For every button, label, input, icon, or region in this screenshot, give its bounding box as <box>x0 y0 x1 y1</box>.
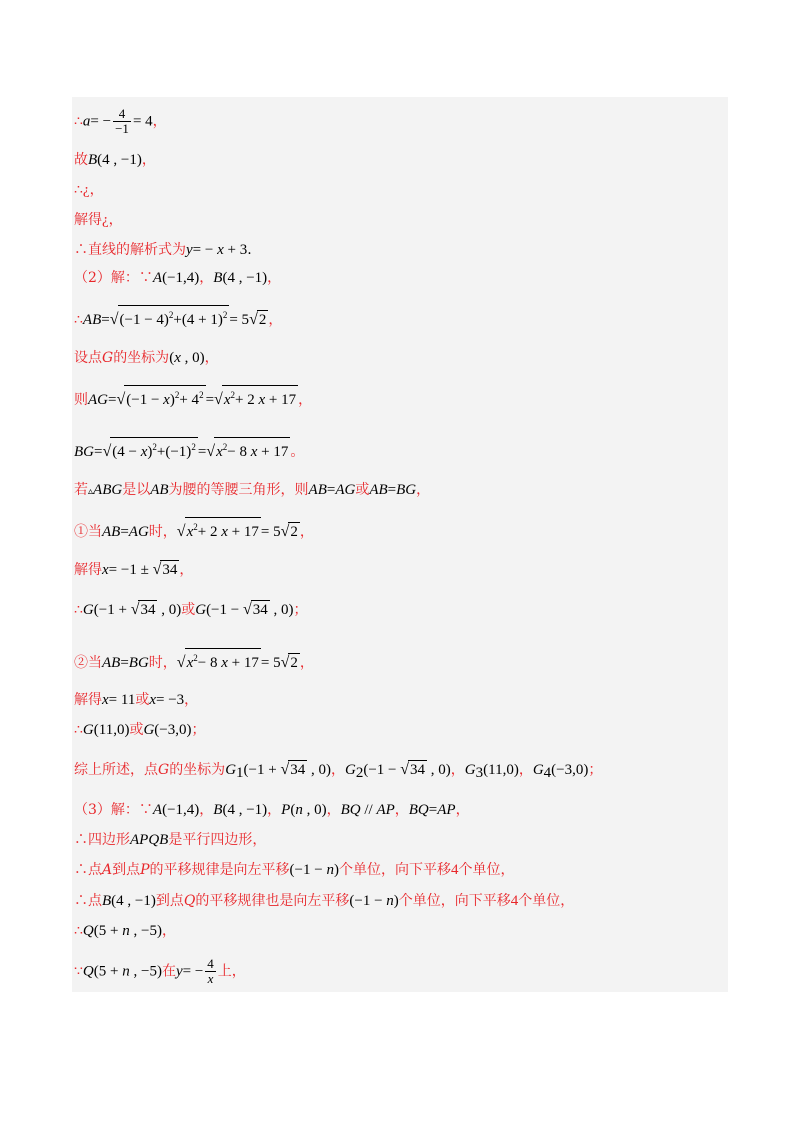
punct: ， <box>199 270 214 286</box>
coords: (−1,4) <box>162 802 200 818</box>
text: 时， <box>148 524 177 540</box>
math: , 0) <box>157 602 182 618</box>
text: 个单位，向下平移 <box>398 893 511 909</box>
point-G1: G <box>225 762 237 778</box>
exponent: 2 <box>191 442 196 452</box>
line-12 <box>74 517 314 543</box>
coords: (4 , −1) <box>97 152 142 168</box>
text: 设点 <box>74 350 102 366</box>
text: ∴点 <box>74 862 102 878</box>
point-G: G <box>195 602 207 618</box>
math: = 5 <box>260 524 281 540</box>
text: ∴点 <box>74 893 102 909</box>
subscript: 3 <box>475 765 484 781</box>
math: , 0) <box>427 762 451 778</box>
subscript: 2 <box>355 765 364 781</box>
line-18 <box>74 757 602 783</box>
var-x: x <box>149 692 156 708</box>
exponent: 2 <box>222 310 228 320</box>
line-17 <box>74 717 206 743</box>
therefore-symbol: ∴ <box>74 312 83 328</box>
text: 若 <box>74 482 88 498</box>
triangle-icon: ▵ <box>88 486 94 497</box>
var-n: n <box>326 862 334 878</box>
segment-AB: AB <box>82 312 102 328</box>
line-1 <box>74 106 167 136</box>
math: + 17 <box>227 524 259 540</box>
punct: ， <box>184 692 199 708</box>
punct: ， <box>267 270 282 286</box>
radicand <box>185 648 261 672</box>
radicand <box>185 517 261 541</box>
punct: . <box>247 242 252 258</box>
therefore-symbol: ∴ <box>74 242 88 258</box>
coords: (11,0) <box>93 722 130 738</box>
point-P: P <box>140 862 150 878</box>
line-19 <box>74 797 470 823</box>
punct: ， <box>89 182 104 198</box>
math: , −5) <box>129 923 162 939</box>
equals: = <box>197 444 207 460</box>
point-Q: Q <box>82 963 94 980</box>
math: +(−1) <box>156 444 192 460</box>
punct: ， <box>204 350 219 366</box>
fraction-numerator: 4 <box>118 106 126 121</box>
line-8 <box>74 345 219 371</box>
text: 是以 <box>122 482 151 498</box>
segment-AB: AB <box>150 482 169 498</box>
line-6 <box>74 265 281 291</box>
radicand <box>118 305 230 329</box>
punct: ， <box>268 312 283 328</box>
math: , −5) <box>129 963 162 980</box>
radical-sign: √ <box>242 601 252 618</box>
math: (−1 + <box>93 602 131 618</box>
var-x: x <box>140 444 148 460</box>
because-symbol: ∵ <box>74 963 83 980</box>
equals: = <box>387 482 397 498</box>
punct: ， <box>416 482 431 498</box>
line-2 <box>74 147 156 173</box>
math: , 0) <box>307 762 331 778</box>
var-x: x <box>216 444 223 460</box>
var-x: x <box>250 444 258 460</box>
equals: = <box>120 524 129 540</box>
equals: = <box>101 312 110 328</box>
radical-sign: √ <box>102 443 112 460</box>
text: ②当 <box>74 655 102 671</box>
math: = −3 <box>156 692 185 708</box>
math: = −1 ± <box>108 562 153 578</box>
radicand: 34 <box>162 562 178 578</box>
punct: ， <box>179 562 194 578</box>
fraction <box>113 107 131 136</box>
var-x: x <box>221 655 228 671</box>
text: 或 <box>181 602 196 618</box>
fraction-denominator: x <box>205 971 216 986</box>
radical-sign: √ <box>280 654 290 671</box>
punct: ， <box>161 923 176 939</box>
because-symbol: ∵ <box>138 802 153 818</box>
segment-BG: BG <box>128 655 149 671</box>
text: 则 <box>74 392 88 408</box>
point-A: A <box>102 862 113 878</box>
point-Q: Q <box>82 923 94 939</box>
point-G: G <box>143 722 155 738</box>
segment-AB: AB <box>102 655 121 671</box>
text: 或 <box>135 692 150 708</box>
radical-sign: √ <box>280 761 290 778</box>
punct: ， <box>326 802 341 818</box>
punct: ， <box>299 524 314 540</box>
math: (−1 − <box>206 602 243 618</box>
fraction-numerator: 4 <box>207 956 214 971</box>
punct: ； <box>293 602 308 618</box>
because-symbol: ∵ <box>138 270 153 286</box>
math: = 11 <box>108 692 136 708</box>
var-x: x <box>102 692 109 708</box>
quad-APQB: APQB <box>130 832 169 848</box>
math: (5 + <box>93 923 123 939</box>
text: 的坐标为 <box>169 762 226 778</box>
line-10 <box>74 437 304 463</box>
math: = 5 <box>229 312 250 328</box>
var-n: n <box>122 963 130 980</box>
point-P: P <box>281 802 291 818</box>
var-x: x <box>186 524 194 540</box>
point-G4: G <box>532 762 544 778</box>
equals: = <box>108 392 117 408</box>
fraction <box>205 957 216 986</box>
math: +(4 + 1) <box>173 312 223 328</box>
coords: (4 , −1) <box>222 270 268 286</box>
radicand: 2 <box>290 524 298 540</box>
triangle-ABG: ABG <box>93 482 123 498</box>
therefore-symbol: ∴ <box>74 832 88 848</box>
var-x: x <box>217 242 224 258</box>
therefore-symbol: ∴ <box>74 722 83 738</box>
line-24 <box>74 956 246 986</box>
therefore-symbol: ∴ <box>74 923 83 939</box>
segment-AB: AB <box>369 482 388 498</box>
radical-sign: √ <box>152 561 162 578</box>
parallel-symbol: // <box>360 802 377 818</box>
line-23 <box>74 918 176 944</box>
exponent: 2 <box>222 442 228 452</box>
equals: = <box>205 392 215 408</box>
radical-sign: √ <box>280 523 290 540</box>
number: 4 <box>510 893 519 909</box>
var-a: a <box>82 113 91 130</box>
text: 时， <box>148 655 177 671</box>
segment-BG: BG <box>396 482 417 498</box>
text: 的平移规律是向左平移 <box>149 862 290 878</box>
point-A: A <box>152 270 163 286</box>
part-label: （2）解： <box>74 270 139 286</box>
text: 或 <box>129 722 144 738</box>
line-22 <box>74 888 574 914</box>
text: 解得 <box>74 692 102 708</box>
point-B: B <box>213 270 223 286</box>
radical-sign: √ <box>400 761 410 778</box>
math: ) <box>147 444 153 460</box>
coords: (4 , −1) <box>222 802 268 818</box>
var-n: n <box>295 802 303 818</box>
text: 解得 <box>74 562 102 578</box>
radical-sign: √ <box>130 601 140 618</box>
segment-BQ: BQ <box>340 802 361 818</box>
math: (4 − <box>112 444 141 460</box>
punct: ， <box>108 212 123 228</box>
punct: ； <box>588 762 603 778</box>
radicand <box>110 437 198 461</box>
var-y: y <box>186 242 193 258</box>
text: 在 <box>161 963 176 980</box>
punct: ， <box>455 802 470 818</box>
text: 解得 <box>74 212 102 228</box>
radicand: 2 <box>290 655 298 671</box>
number: 4 <box>450 862 459 878</box>
var-x: x <box>223 392 231 408</box>
radical-sign: √ <box>109 311 119 328</box>
var-n: n <box>122 923 130 939</box>
math: (−1 + <box>243 762 281 778</box>
text: 直线的解析式为 <box>88 242 186 258</box>
punct: ， <box>394 802 409 818</box>
radicand <box>222 385 298 409</box>
therefore-symbol: ∴ <box>74 113 83 130</box>
point-B: B <box>88 152 98 168</box>
segment-AP: AP <box>376 802 395 818</box>
math: − 8 <box>197 655 222 671</box>
punct: ； <box>191 722 206 738</box>
math: (5 + <box>93 963 123 980</box>
radicand: 34 <box>252 602 268 618</box>
math: (−1 − <box>349 893 387 909</box>
point-G3: G <box>464 762 476 778</box>
math: + 17 <box>227 655 259 671</box>
equals-value: = 4 <box>132 113 153 130</box>
text: 故 <box>74 152 88 168</box>
radical-sign: √ <box>214 391 223 408</box>
math: , 0) <box>302 802 327 818</box>
punct: ， <box>330 762 345 778</box>
line-15 <box>74 648 314 674</box>
exponent: 2 <box>193 653 198 663</box>
punct: ， <box>141 152 156 168</box>
text: 个单位， <box>458 862 515 878</box>
equals: = <box>120 655 129 671</box>
segment-AB: AB <box>102 524 121 540</box>
var-x: x <box>163 392 170 408</box>
line-16 <box>74 687 198 713</box>
point-A: A <box>152 802 163 818</box>
var-x: x <box>102 562 109 578</box>
math: + 17 <box>257 444 289 460</box>
punct: ， <box>199 802 214 818</box>
var-x: x <box>174 350 181 366</box>
text: 个单位，向下平移 <box>338 862 451 878</box>
line-11 <box>74 477 430 503</box>
math: (−1 − <box>289 862 327 878</box>
point-B: B <box>213 802 223 818</box>
text: 到点 <box>155 893 184 909</box>
coords: (4 , −1) <box>111 893 156 909</box>
punct: ， <box>299 655 314 671</box>
segment-AP: AP <box>437 802 456 818</box>
text: 到点 <box>112 862 141 878</box>
exponent: 2 <box>193 522 198 532</box>
segment-AG: AG <box>88 392 108 408</box>
segment-AB: AB <box>308 482 327 498</box>
exponent: 2 <box>168 310 174 320</box>
var-x: x <box>258 392 266 408</box>
radical-sign: √ <box>176 654 186 671</box>
math: + 2 <box>234 392 259 408</box>
var-x: x <box>221 524 228 540</box>
var-n: n <box>386 893 394 909</box>
radicand <box>124 385 205 409</box>
radicand: 34 <box>140 602 156 618</box>
punct: ， <box>152 113 167 130</box>
radical-sign: √ <box>116 391 126 408</box>
point-G: G <box>82 602 94 618</box>
line-20 <box>74 827 266 853</box>
radical-sign: √ <box>206 443 216 460</box>
point-G2: G <box>344 762 356 778</box>
math: (−1 − <box>126 392 164 408</box>
punct: ， <box>518 762 533 778</box>
line-13 <box>74 557 193 583</box>
radicand: 34 <box>410 762 426 778</box>
var-y: y <box>175 963 183 980</box>
exponent: 2 <box>174 390 180 400</box>
line-7 <box>74 305 282 331</box>
math: + 17 <box>265 392 297 408</box>
segment-AG: AG <box>128 524 149 540</box>
math: + 2 <box>197 524 222 540</box>
coords: (11,0) <box>483 762 519 778</box>
point-G: G <box>82 722 94 738</box>
coords: (−1,4) <box>162 270 200 286</box>
placeholder-glyph: ¿ <box>102 212 109 228</box>
line-5 <box>74 237 252 263</box>
placeholder-glyph: ¿ <box>82 182 90 198</box>
equals: = <box>94 444 103 460</box>
segment-BQ: BQ <box>408 802 429 818</box>
radical-sign: √ <box>176 523 186 540</box>
radicand: 2 <box>258 312 267 328</box>
equals-minus: = − <box>90 113 112 130</box>
point-G: G <box>102 350 114 366</box>
therefore-symbol: ∴ <box>74 602 83 618</box>
line-3 <box>74 177 104 203</box>
text: 为腰的等腰三角形，则 <box>168 482 309 498</box>
var-x: x <box>186 655 194 671</box>
punct: ， <box>450 762 465 778</box>
math: + 4 <box>179 392 200 408</box>
punct: 。 <box>290 444 305 460</box>
math: + 3 <box>223 242 248 258</box>
part-label: （3）解： <box>74 802 139 818</box>
punct: ， <box>267 802 282 818</box>
math: ) <box>393 893 399 909</box>
equals: = <box>326 482 336 498</box>
exponent: 2 <box>230 390 235 400</box>
equals-minus: = − <box>182 963 204 980</box>
math: ( <box>169 350 175 366</box>
math: , 0) <box>180 350 205 366</box>
line-21 <box>74 857 514 883</box>
math: (−1 − 4) <box>119 312 169 328</box>
math: ( <box>290 802 296 818</box>
subscript: 1 <box>236 765 244 781</box>
math: = − <box>192 242 218 258</box>
punct: ， <box>298 392 313 408</box>
point-G: G <box>158 762 170 778</box>
text: 或 <box>355 482 370 498</box>
math: , 0) <box>269 602 294 618</box>
math: (−1 − <box>363 762 401 778</box>
segment-AG: AG <box>335 482 356 498</box>
math: = 5 <box>260 655 281 671</box>
therefore-symbol: ∴ <box>74 182 83 198</box>
subscript: 4 <box>543 765 552 781</box>
fraction-denominator: −1 <box>115 121 129 136</box>
coords: (−3,0) <box>154 722 192 738</box>
equals: = <box>428 802 438 818</box>
point-Q: Q <box>183 893 196 909</box>
line-9 <box>74 385 312 411</box>
text: 的平移规律也是向左平移 <box>195 893 350 909</box>
segment-BG: BG <box>74 444 94 460</box>
radical-sign: √ <box>249 311 258 328</box>
radicand <box>214 437 290 461</box>
text: 上， <box>217 963 246 980</box>
point-B: B <box>102 893 112 909</box>
text: 个单位， <box>518 893 575 909</box>
exponent: 2 <box>199 390 204 400</box>
text: 是平行四边形， <box>168 832 267 848</box>
line-4 <box>74 207 123 233</box>
text: 的坐标为 <box>113 350 170 366</box>
text: 综上所述，点 <box>74 762 158 778</box>
math: ) <box>169 392 175 408</box>
math: ) <box>333 862 339 878</box>
line-14 <box>74 597 308 623</box>
text: ①当 <box>74 524 102 540</box>
radicand: 34 <box>290 762 306 778</box>
text: 四边形 <box>88 832 130 848</box>
coords: (−3,0) <box>551 762 589 778</box>
math: − 8 <box>227 444 251 460</box>
exponent: 2 <box>152 442 157 452</box>
